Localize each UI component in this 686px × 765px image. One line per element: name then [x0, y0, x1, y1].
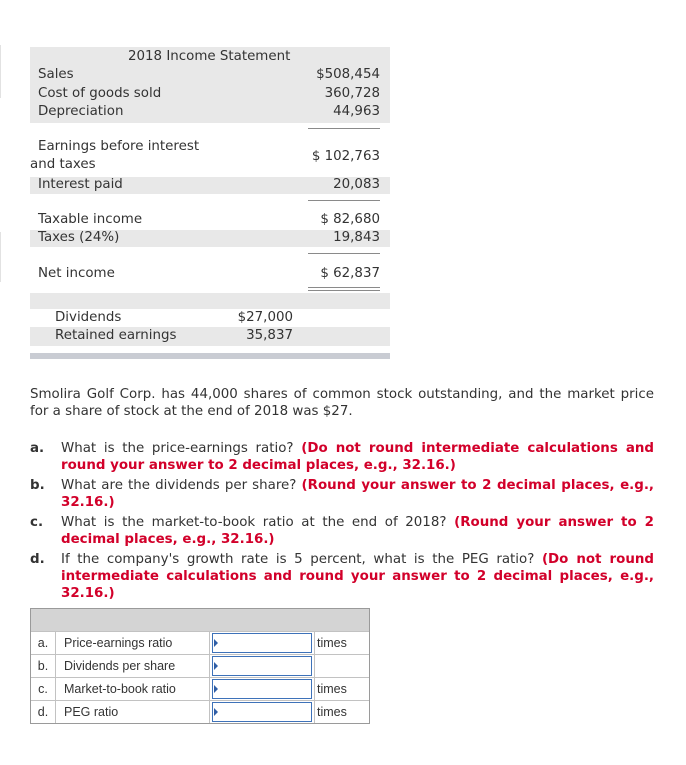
row-label: Market-to-book ratio [56, 678, 210, 700]
row-letter: b. [31, 655, 56, 677]
subtotal-line [308, 200, 380, 201]
ebit-label-cont: and taxes [30, 157, 96, 172]
retained-earnings-value: 35,837 [246, 328, 293, 343]
row-unit: times [314, 678, 369, 700]
row-letter: d. [31, 701, 56, 723]
question-note: (Do not round intermediate calculations and round your answer to 2 decimal places, e.g., 32.16.) [61, 441, 655, 473]
net-income-value: $ 62,837 [320, 266, 380, 281]
price-earnings-ratio-input[interactable] [212, 633, 312, 653]
income-statement-table [30, 47, 390, 361]
cogs-value: 360,728 [324, 86, 380, 101]
interest-label: Interest paid [38, 177, 123, 192]
subtotal-line [308, 253, 380, 254]
retained-earnings-label: Retained earnings [55, 328, 177, 343]
answer-row-b [31, 654, 369, 677]
ebit-label: Earnings before interest [38, 139, 200, 154]
question-a [30, 440, 654, 474]
depreciation-value: 44,963 [333, 104, 380, 119]
left-edge-line [0, 45, 1, 98]
answer-row-a [31, 631, 369, 654]
question-b [30, 477, 654, 511]
question-letter: d. [30, 552, 45, 567]
question-text: What is the price-earnings ratio? [61, 441, 294, 456]
question-note: (Do not round intermediate calculations and round your answer to 2 decimal places, e.g., 32.16.) [61, 552, 654, 601]
table-bottom-bar [30, 353, 390, 359]
cogs-label: Cost of goods sold [38, 86, 162, 101]
left-edge-line [0, 232, 1, 282]
net-income-label: Net income [38, 266, 115, 281]
question-d [30, 551, 654, 602]
question-list [30, 440, 654, 605]
market-to-book-ratio-input[interactable] [212, 679, 312, 699]
question-letter: c. [30, 515, 44, 530]
row-unit [314, 655, 369, 677]
dividends-value: $27,000 [237, 310, 293, 325]
row-unit: times [314, 632, 369, 654]
question-text: If the company's growth rate is 5 percent, what is the PEG ratio? [61, 552, 535, 567]
interest-value: 20,083 [333, 177, 380, 192]
table-row-shade [30, 293, 390, 309]
sales-label: Sales [38, 67, 74, 82]
question-letter: a. [30, 441, 45, 456]
table-title: 2018 Income Statement [128, 49, 291, 64]
question-note: (Round your answer to 2 decimal places, e.g., 32.16.) [61, 515, 654, 547]
answer-table-header [31, 609, 369, 632]
subtotal-line [308, 128, 380, 129]
ebit-value: $ 102,763 [311, 149, 380, 164]
row-unit: times [314, 701, 369, 723]
answer-row-d [31, 700, 369, 723]
dividends-label: Dividends [55, 310, 122, 325]
question-text: What are the dividends per share? [61, 478, 297, 493]
question-text: What is the market-to-book ratio at the end of 2018? [61, 515, 447, 530]
row-label: Price-earnings ratio [56, 632, 210, 654]
row-label: Dividends per share [56, 655, 210, 677]
row-letter: a. [31, 632, 56, 654]
problem-statement: Smolira Golf Corp. has 44,000 shares of common stock outstanding, and the market price for a share of stock at the end of 2018 was $27. [30, 387, 654, 419]
table-title-row [30, 49, 390, 67]
sales-value: $508,454 [316, 67, 380, 82]
answer-row-c [31, 677, 369, 700]
question-c [30, 514, 654, 548]
taxes-label: Taxes (24%) [38, 230, 120, 245]
row-label: PEG ratio [56, 701, 210, 723]
question-note: (Round your answer to 2 decimal places, e.g., 32.16.) [61, 478, 654, 510]
double-underline [308, 287, 380, 288]
peg-ratio-input[interactable] [212, 702, 312, 722]
depreciation-label: Depreciation [38, 104, 124, 119]
taxes-value: 19,843 [333, 230, 380, 245]
row-letter: c. [31, 678, 56, 700]
answer-table [30, 608, 370, 724]
double-underline [308, 290, 380, 291]
taxable-income-label: Taxable income [38, 212, 143, 227]
taxable-income-value: $ 82,680 [320, 212, 380, 227]
question-letter: b. [30, 478, 45, 493]
dividends-per-share-input[interactable] [212, 656, 312, 676]
